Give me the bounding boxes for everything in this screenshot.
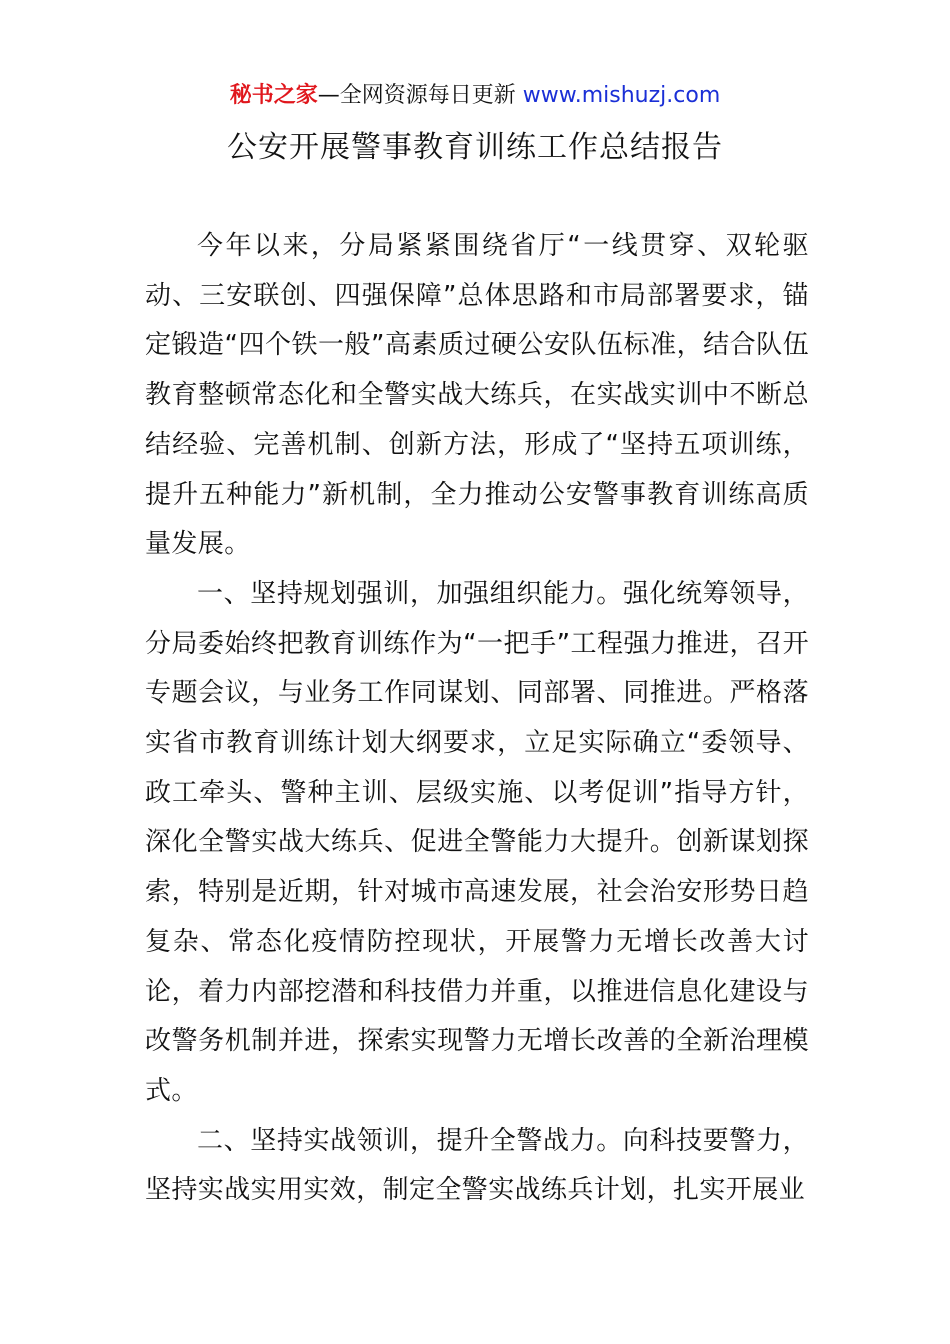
- paragraph-section-1: 一、坚持规划强训，加强组织能力。强化统筹领导，分局委始终把教育训练作为“一把手”工程强力推进，召开专题会议，与业务工作同谋划、同部署、同推进。严格落实省市教育训练计划大纲要求，立足实际确立“委领导、政工牵头、警种主训、层级实施、以考促训”指导方针，深化全警实战大练兵、促进全警能力大提升。创新谋划探索，特别是近期，针对城市高速发展，社会治安形势日趋复杂、常态化疫情防控现状，开展警力无增长改善大讨论，着力内部挖潜和科技借力并重，以推进信息化建设与改警务机制并进，探索实现警力无增长改善的全新治理模式。: [145, 578, 809, 1106]
- site-tagline: —全网资源每日更新: [317, 83, 523, 108]
- document-body: [145, 222, 809, 1216]
- paragraph-section-2: 二、坚持实战领训，提升全警战力。向科技要警力，坚持实战实用实效，制定全警实战练兵计划，扎实开展业: [145, 1125, 809, 1206]
- site-url-link[interactable]: www.mishuzj.com: [522, 83, 721, 108]
- paragraph-intro: 今年以来，分局紧紧围绕省厅“一线贯穿、双轮驱动、三安联创、四强保障”总体思路和市局部署要求，锚定锻造“四个铁一般”高素质过硬公安队伍标准，结合队伍教育整顿常态化和全警实战大练兵，在实战实训中不断总结经验、完善机制、创新方法，形成了“坚持五项训练，提升五种能力”新机制，全力推动公安警事教育训练高质量发展。: [145, 231, 809, 560]
- site-header: [0, 80, 950, 112]
- document-title: 公安开展警事教育训练工作总结报告: [227, 130, 723, 165]
- brand-name: 秘书之家: [229, 83, 318, 108]
